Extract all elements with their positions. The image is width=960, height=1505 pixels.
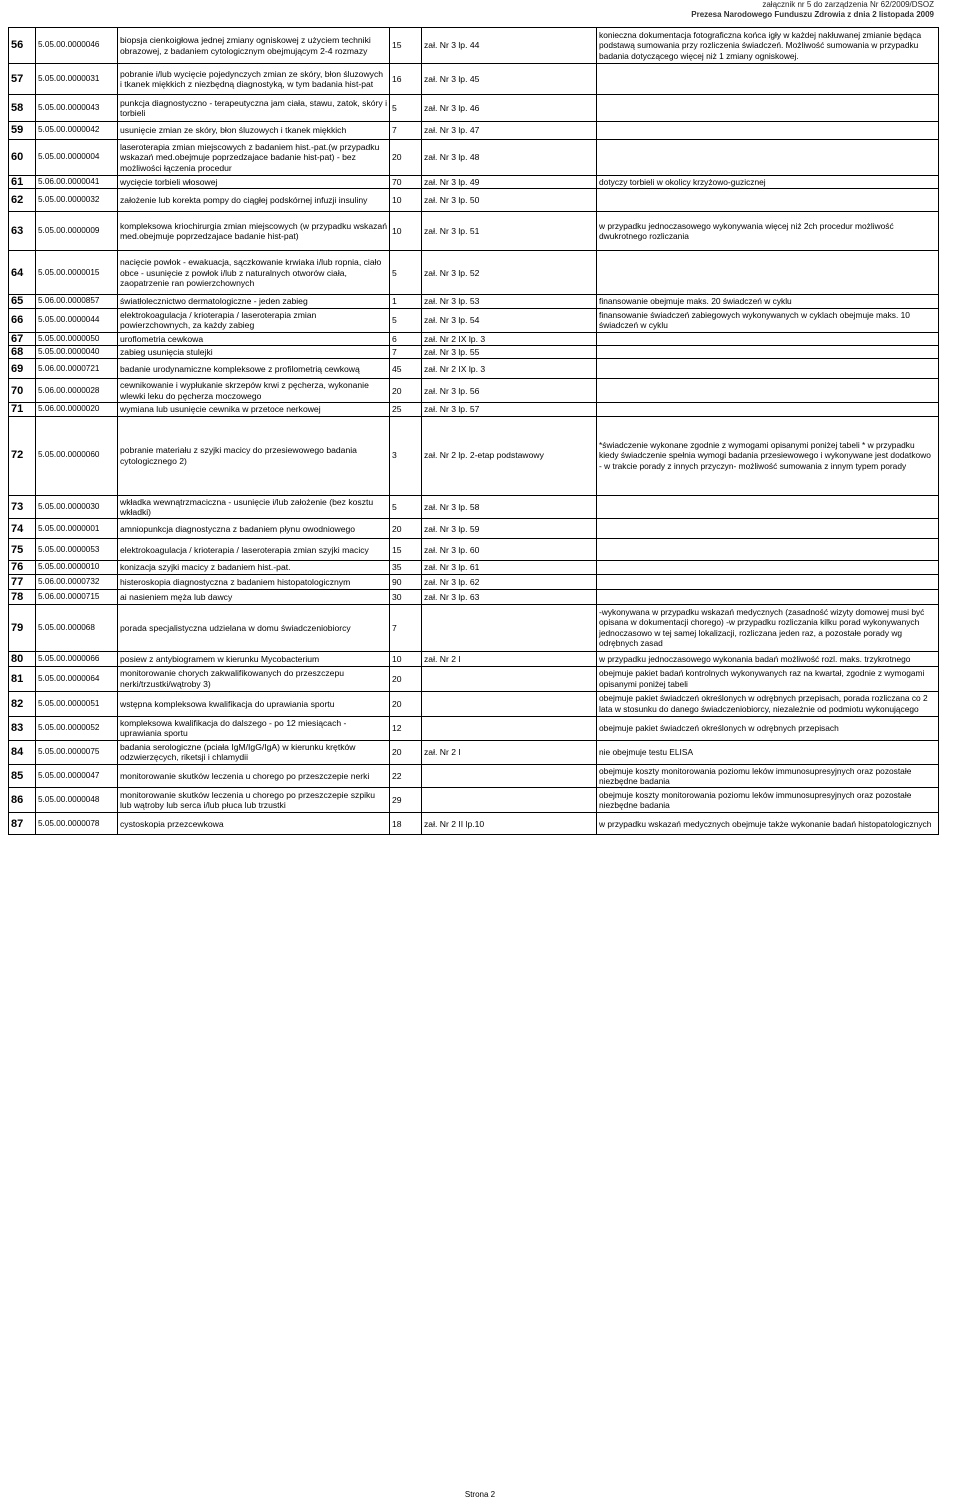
- reference: [422, 788, 597, 813]
- procedure-name: elektrokoagulacja / krioterapia / laseroterapia zmian szyjki macicy: [118, 539, 390, 561]
- procedure-name: monitorowanie skutków leczenia u chorego po przeszczepie nerki: [118, 764, 390, 788]
- row-number: 66: [9, 308, 36, 332]
- reference: zał. Nr 3 lp. 58: [422, 495, 597, 519]
- reference: zał. Nr 3 lp. 52: [422, 251, 597, 295]
- table-row: [9, 251, 939, 295]
- table-row: [9, 140, 939, 176]
- remarks: [597, 519, 939, 539]
- row-number: 56: [9, 28, 36, 64]
- reference: [422, 604, 597, 651]
- reference: zał. Nr 2 I: [422, 740, 597, 764]
- row-number: 71: [9, 403, 36, 416]
- table-row: [9, 28, 939, 64]
- remarks: [597, 589, 939, 604]
- points-value: 1: [390, 295, 422, 308]
- remarks: w przypadku wskazań medycznych obejmuje także wykonanie badań histopatologicznych: [597, 813, 939, 835]
- remarks: nie obejmuje testu ELISA: [597, 740, 939, 764]
- procedure-name: konizacja szyjki macicy z badaniem hist.-pat.: [118, 561, 390, 574]
- table-row: [9, 176, 939, 189]
- row-number: 74: [9, 519, 36, 539]
- reference: zał. Nr 3 lp. 61: [422, 561, 597, 574]
- row-number: 57: [9, 64, 36, 95]
- procedure-code: 5.05.00.0000050: [36, 332, 118, 345]
- procedure-name: monitorowanie chorych zakwalifikowanych do przeszczepu nerki/trzustki/wątroby 3): [118, 666, 390, 691]
- reference: zał. Nr 3 lp. 50: [422, 189, 597, 212]
- procedure-code: 5.06.00.0000041: [36, 176, 118, 189]
- procedure-name: wymiana lub usunięcie cewnika w przetoce nerkowej: [118, 403, 390, 416]
- points-value: 7: [390, 346, 422, 359]
- procedure-name: histeroskopia diagnostyczna z badaniem histopatologicznym: [118, 574, 390, 589]
- points-value: 7: [390, 122, 422, 140]
- points-value: 15: [390, 28, 422, 64]
- procedure-code: 5.05.00.0000078: [36, 813, 118, 835]
- remarks: [597, 189, 939, 212]
- procedure-name: wkładka wewnątrzmaciczna - usunięcie i/lub założenie (bez kosztu wkładki): [118, 495, 390, 519]
- reference: zał. Nr 3 lp. 54: [422, 308, 597, 332]
- reference: zał. Nr 3 lp. 51: [422, 212, 597, 251]
- table-row: [9, 561, 939, 574]
- reference: [422, 764, 597, 788]
- points-value: 10: [390, 651, 422, 666]
- points-value: 20: [390, 691, 422, 716]
- points-value: 90: [390, 574, 422, 589]
- remarks: [597, 403, 939, 416]
- points-value: 5: [390, 308, 422, 332]
- reference: zał. Nr 3 lp. 44: [422, 28, 597, 64]
- points-value: 25: [390, 403, 422, 416]
- table-row: [9, 122, 939, 140]
- table-row: [9, 764, 939, 788]
- table-row: [9, 740, 939, 764]
- row-number: 75: [9, 539, 36, 561]
- row-number: 61: [9, 176, 36, 189]
- table-row: [9, 691, 939, 716]
- points-value: 15: [390, 539, 422, 561]
- procedure-code: 5.05.00.000068: [36, 604, 118, 651]
- reference: zał. Nr 2 I: [422, 651, 597, 666]
- procedure-name: ai nasieniem męża lub dawcy: [118, 589, 390, 604]
- points-value: 18: [390, 813, 422, 835]
- reference: zał. Nr 3 lp. 59: [422, 519, 597, 539]
- remarks: w przypadku jednoczasowego wykonania badań możliwość rozl. maks. trzykrotnego: [597, 651, 939, 666]
- row-number: 70: [9, 379, 36, 403]
- table-row: [9, 95, 939, 122]
- procedure-code: 5.05.00.0000060: [36, 416, 118, 495]
- reference: zał. Nr 3 lp. 48: [422, 140, 597, 176]
- reference: [422, 691, 597, 716]
- points-value: 5: [390, 495, 422, 519]
- row-number: 59: [9, 122, 36, 140]
- row-number: 64: [9, 251, 36, 295]
- remarks: obejmuje pakiet badań kontrolnych wykonywanych raz na kwartał, zgodnie z wymogami opisanymi poniżej tabeli: [597, 666, 939, 691]
- procedure-code: 5.06.00.0000028: [36, 379, 118, 403]
- points-value: 10: [390, 212, 422, 251]
- table-row: [9, 604, 939, 651]
- procedure-name: cewnikowanie i wypłukanie skrzepów krwi z pęcherza, wykonanie wlewki leku do pęcherza moczowego: [118, 379, 390, 403]
- remarks: obejmuje pakiet świadczeń określonych w odrębnych przepisach, porada rozliczana co 2 lata w stosunku do danego świadczeniobiorcy, niezależnie od podmiotu wykonującego: [597, 691, 939, 716]
- points-value: 20: [390, 140, 422, 176]
- table-row: [9, 212, 939, 251]
- row-number: 85: [9, 764, 36, 788]
- page-number: Strona 2: [464, 1490, 496, 1499]
- remarks: [597, 574, 939, 589]
- points-value: 20: [390, 379, 422, 403]
- procedure-name: biopsja cienkoigłowa jednej zmiany ogniskowej z użyciem techniki obrazowej, z badaniem cytologicznym obejmującym 2-4 rozmazy: [118, 28, 390, 64]
- reference: zał. Nr 3 lp. 63: [422, 589, 597, 604]
- table-row: [9, 308, 939, 332]
- procedure-code: 5.05.00.0000075: [36, 740, 118, 764]
- remarks: [597, 539, 939, 561]
- header-attachment-line: załącznik nr 5 do zarządzenia Nr 62/2009/DSOZ: [762, 0, 934, 9]
- row-number: 69: [9, 359, 36, 379]
- remarks: obejmuje koszty monitorowania poziomu leków immunosupresyjnych oraz pozostałe niezbędne badania: [597, 764, 939, 788]
- procedure-name: zabieg usunięcia stulejki: [118, 346, 390, 359]
- procedure-code: 5.05.00.0000043: [36, 95, 118, 122]
- procedure-code: 5.05.00.0000053: [36, 539, 118, 561]
- procedure-name: badania serologiczne (pciała IgM/IgG/IgA) w kierunku krętków odzwierzęcych, riketsji i chlamydii: [118, 740, 390, 764]
- remarks: finansowanie obejmuje maks. 20 świadczeń w cyklu: [597, 295, 939, 308]
- row-number: 67: [9, 332, 36, 345]
- procedure-code: 5.05.00.0000010: [36, 561, 118, 574]
- header-issuer-line: Prezesa Narodowego Funduszu Zdrowia z dnia 2 listopada 2009: [691, 10, 934, 19]
- procedure-code: 5.06.00.0000732: [36, 574, 118, 589]
- procedure-code: 5.05.00.0000064: [36, 666, 118, 691]
- remarks: konieczna dokumentacja fotograficzna końca igły w każdej nakłuwanej zmianie będąca podstawą sumowania przy rozliczenia świadczeń. Możliwość sumowania w przypadku badania dotyczącego więcej niż 1 zmiany ogniskowej.: [597, 28, 939, 64]
- table-row: [9, 716, 939, 740]
- points-value: 5: [390, 251, 422, 295]
- table-row: [9, 64, 939, 95]
- row-number: 68: [9, 346, 36, 359]
- points-value: 20: [390, 740, 422, 764]
- row-number: 65: [9, 295, 36, 308]
- reference: zał. Nr 3 lp. 47: [422, 122, 597, 140]
- row-number: 80: [9, 651, 36, 666]
- remarks: finansowanie świadczeń zabiegowych wykonywanych w cyklach obejmuje maks. 10 świadczeń w cyklu: [597, 308, 939, 332]
- table-row: [9, 813, 939, 835]
- remarks: [597, 359, 939, 379]
- procedure-name: usunięcie zmian ze skóry, błon śluzowych i tkanek miękkich: [118, 122, 390, 140]
- procedure-code: 5.05.00.0000066: [36, 651, 118, 666]
- row-number: 58: [9, 95, 36, 122]
- row-number: 72: [9, 416, 36, 495]
- remarks: *świadczenie wykonane zgodnie z wymogami opisanymi poniżej tabeli * w przypadku kiedy świadczenie spełnia wymogi badania przesiewowego i wykonywane jest dodatkowo - w trakcie porady z innych przyczyn- możliwość sumowania z innym typem porady: [597, 416, 939, 495]
- procedure-name: punkcja diagnostyczno - terapeutyczna jam ciała, stawu, zatok, skóry i torbieli: [118, 95, 390, 122]
- reference: zał. Nr 3 lp. 45: [422, 64, 597, 95]
- remarks: -wykonywana w przypadku wskazań medycznych (zasadność wizyty domowej musi być opisana w dokumentacji chorego) -w przypadku rozliczania kilku porad wykonywanych jednoczasowo w tej samej lokalizacji, rozliczana jeden raz, a pozostałe porady wg odrębnych zasad: [597, 604, 939, 651]
- reference: zał. Nr 3 lp. 60: [422, 539, 597, 561]
- points-value: 30: [390, 589, 422, 604]
- reference: zał. Nr 3 lp. 46: [422, 95, 597, 122]
- reference: zał. Nr 3 lp. 62: [422, 574, 597, 589]
- procedure-code: 5.06.00.0000721: [36, 359, 118, 379]
- procedure-name: uroflometria cewkowa: [118, 332, 390, 345]
- points-value: 12: [390, 716, 422, 740]
- points-value: 45: [390, 359, 422, 379]
- remarks: obejmuje koszty monitorowania poziomu leków immunosupresyjnych oraz pozostałe niezbędne badania: [597, 788, 939, 813]
- procedure-code: 5.05.00.0000031: [36, 64, 118, 95]
- procedure-code: 5.05.00.0000001: [36, 519, 118, 539]
- remarks: [597, 561, 939, 574]
- remarks: obejmuje pakiet świadczeń określonych w odrębnych przepisach: [597, 716, 939, 740]
- table-row: [9, 495, 939, 519]
- procedure-name: pobranie i/lub wycięcie pojedynczych zmian ze skóry, błon śluzowych i tkanek miękkich z niezbędną diagnostyką, w tym badania hist-pat: [118, 64, 390, 95]
- row-number: 73: [9, 495, 36, 519]
- row-number: 83: [9, 716, 36, 740]
- procedure-code: 5.05.00.0000052: [36, 716, 118, 740]
- table-row: [9, 788, 939, 813]
- procedure-name: porada specjalistyczna udzielana w domu świadczeniobiorcy: [118, 604, 390, 651]
- procedure-code: 5.05.00.0000042: [36, 122, 118, 140]
- procedure-code: 5.05.00.0000032: [36, 189, 118, 212]
- table-row: [9, 666, 939, 691]
- procedure-name: pobranie materiału z szyjki macicy do przesiewowego badania cytologicznego 2): [118, 416, 390, 495]
- points-value: 3: [390, 416, 422, 495]
- row-number: 84: [9, 740, 36, 764]
- table-row: [9, 359, 939, 379]
- procedure-name: założenie lub korekta pompy do ciągłej podskórnej infuzji insuliny: [118, 189, 390, 212]
- table-row: [9, 189, 939, 212]
- reference: zał. Nr 3 lp. 49: [422, 176, 597, 189]
- procedure-name: wstępna kompleksowa kwalifikacja do uprawiania sportu: [118, 691, 390, 716]
- row-number: 63: [9, 212, 36, 251]
- procedure-code: 5.05.00.0000004: [36, 140, 118, 176]
- remarks: [597, 251, 939, 295]
- procedure-code: 5.05.00.0000048: [36, 788, 118, 813]
- remarks: [597, 495, 939, 519]
- table-row: [9, 403, 939, 416]
- remarks: [597, 332, 939, 345]
- reference: zał. Nr 3 lp. 55: [422, 346, 597, 359]
- procedure-name: światłolecznictwo dermatologiczne - jeden zabieg: [118, 295, 390, 308]
- procedure-code: 5.05.00.0000009: [36, 212, 118, 251]
- procedure-code: 5.05.00.0000046: [36, 28, 118, 64]
- points-value: 35: [390, 561, 422, 574]
- row-number: 60: [9, 140, 36, 176]
- row-number: 87: [9, 813, 36, 835]
- points-value: 20: [390, 666, 422, 691]
- remarks: [597, 64, 939, 95]
- row-number: 62: [9, 189, 36, 212]
- procedure-code: 5.05.00.0000040: [36, 346, 118, 359]
- table-row: [9, 416, 939, 495]
- points-value: 70: [390, 176, 422, 189]
- procedure-name: posiew z antybiogramem w kierunku Mycobacterium: [118, 651, 390, 666]
- row-number: 79: [9, 604, 36, 651]
- remarks: [597, 95, 939, 122]
- remarks: w przypadku jednoczasowego wykonywania więcej niż 2ch procedur możliwość dwukrotnego rozliczania: [597, 212, 939, 251]
- procedure-code: 5.05.00.0000047: [36, 764, 118, 788]
- procedure-name: wycięcie torbieli włosowej: [118, 176, 390, 189]
- points-value: 6: [390, 332, 422, 345]
- procedure-name: laseroterapia zmian miejscowych z badaniem hist.-pat.(w przypadku wskazań med.obejmuje poprzedzajace badanie hist-pat) - bez możliwości łączenia procedur: [118, 140, 390, 176]
- reference: [422, 716, 597, 740]
- reference: zał. Nr 2 II lp.10: [422, 813, 597, 835]
- reference: zał. Nr 2 IX lp. 3: [422, 359, 597, 379]
- procedure-name: cystoskopia przezcewkowa: [118, 813, 390, 835]
- reference: zał. Nr 2 IX lp. 3: [422, 332, 597, 345]
- row-number: 76: [9, 561, 36, 574]
- table-row: [9, 295, 939, 308]
- row-number: 77: [9, 574, 36, 589]
- table-row: [9, 574, 939, 589]
- row-number: 81: [9, 666, 36, 691]
- remarks: [597, 122, 939, 140]
- procedure-code: 5.05.00.0000015: [36, 251, 118, 295]
- points-value: 16: [390, 64, 422, 95]
- remarks: [597, 140, 939, 176]
- reference: zał. Nr 3 lp. 56: [422, 379, 597, 403]
- row-number: 78: [9, 589, 36, 604]
- procedure-code: 5.05.00.0000044: [36, 308, 118, 332]
- procedure-code: 5.06.00.0000020: [36, 403, 118, 416]
- row-number: 82: [9, 691, 36, 716]
- remarks: dotyczy torbieli w okolicy krzyżowo-guzicznej: [597, 176, 939, 189]
- procedure-code: 5.06.00.0000857: [36, 295, 118, 308]
- row-number: 86: [9, 788, 36, 813]
- table-row: [9, 539, 939, 561]
- remarks: [597, 346, 939, 359]
- remarks: [597, 379, 939, 403]
- table-row: [9, 519, 939, 539]
- table-row: [9, 379, 939, 403]
- procedure-name: kompleksowa kriochirurgia zmian miejscowych (w przypadku wskazań med.obejmuje poprzedzajace badanie hist-pat): [118, 212, 390, 251]
- procedure-name: badanie urodynamiczne kompleksowe z profilometrią cewkową: [118, 359, 390, 379]
- procedure-name: elektrokoagulacja / krioterapia / laseroterapia zmian powierzchownych, za każdy zabieg: [118, 308, 390, 332]
- points-value: 22: [390, 764, 422, 788]
- points-value: 7: [390, 604, 422, 651]
- procedure-name: monitorowanie skutków leczenia u chorego po przeszczepie szpiku lub wątroby lub serca i/lub płuca lub trzustki: [118, 788, 390, 813]
- points-value: 5: [390, 95, 422, 122]
- reference: zał. Nr 3 lp. 57: [422, 403, 597, 416]
- procedure-name: amniopunkcja diagnostyczna z badaniem płynu owodniowego: [118, 519, 390, 539]
- points-value: 29: [390, 788, 422, 813]
- reference: zał. Nr 2 lp. 2-etap podstawowy: [422, 416, 597, 495]
- procedure-name: kompleksowa kwalifikacja do dalszego - po 12 miesiącach - uprawiania sportu: [118, 716, 390, 740]
- procedure-code: 5.05.00.0000030: [36, 495, 118, 519]
- reference: zał. Nr 3 lp. 53: [422, 295, 597, 308]
- table-row: [9, 651, 939, 666]
- reference: [422, 666, 597, 691]
- points-value: 10: [390, 189, 422, 212]
- procedures-table: [8, 27, 939, 835]
- table-row: [9, 332, 939, 345]
- table-row: [9, 589, 939, 604]
- procedure-name: nacięcie powłok - ewakuacja, sączkowanie krwiaka i/lub ropnia, ciało obce - usunięcie z powłok i/lub z naturalnych otworów ciała, zaopatrzenie ran powierzchownych: [118, 251, 390, 295]
- procedure-code: 5.05.00.0000051: [36, 691, 118, 716]
- procedure-code: 5.06.00.0000715: [36, 589, 118, 604]
- points-value: 20: [390, 519, 422, 539]
- table-row: [9, 346, 939, 359]
